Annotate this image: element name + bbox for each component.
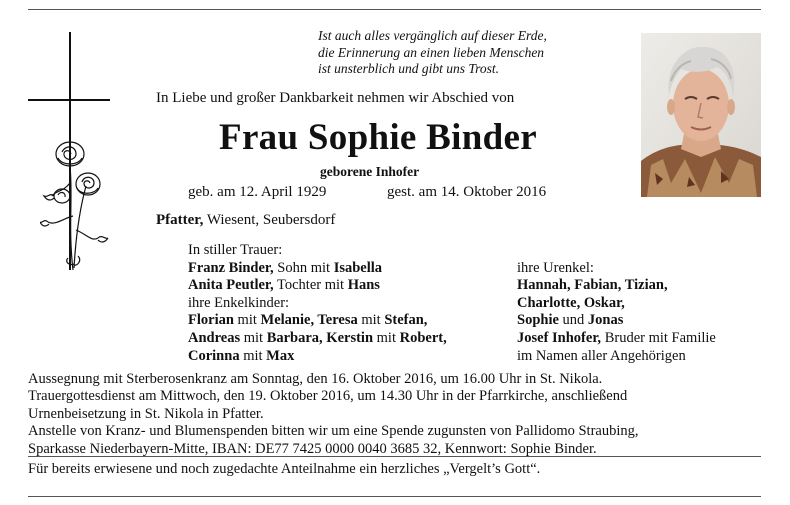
place-others: Wiesent, Seubersdorf [203,212,336,228]
mourner-line: Anita Peutler, Tochter mit Hans [188,277,380,294]
mourner-line: Florian mit Melanie, Teresa mit Stefan, [188,312,428,329]
top-rule [28,9,761,10]
mourners-heading: In stiller Trauer: [188,242,283,258]
poem [318,28,547,78]
closing-text: Für bereits erwiesene und noch zugedachte Anteilnahme ein herzliches „Vergelt’s Gott“. [28,461,541,477]
place-main: Pfatter, [156,212,204,228]
portrait-photo [641,33,761,197]
mourner-line: Franz Binder, Sohn mit Isabella [188,259,383,276]
mourner-line: Hannah, Fabian, Tizian, [517,277,668,294]
details-line: Trauergottesdienst am Mittwoch, den 19. Oktober 2016, um 14.30 Uhr in der Pfarrkirche, anschließend [28,388,628,405]
mourner-line: Andreas mit Barbara, Kerstin mit Robert, [188,329,447,346]
mourner-line: Sophie und Jonas [517,312,624,329]
service-details [28,371,768,458]
death-date: gest. am 14. Oktober 2016 [387,184,547,200]
places [156,212,335,229]
details-line: Anstelle von Kranz- und Blumenspenden bitten wir um eine Spende zugunsten von Pallidomo Straubing, [28,423,639,440]
mourner-line: Corinna mit Max [188,347,295,364]
portrait-image [641,33,761,197]
intro-text: In Liebe und großer Dankbarkeit nehmen wir Abschied von [156,90,515,106]
mourner-line: im Namen aller Angehörigen [517,347,686,364]
birth-date: geb. am 12. April 1929 [188,184,327,200]
mourners-right [517,260,716,366]
deceased-name-text: Frau Sophie Binder [219,117,537,158]
details-line: Urnenbeisetzung in St. Nikola in Pfatter. [28,405,264,422]
mourner-line: ihre Urenkel: [517,259,594,276]
mourner-line: Josef Inhofer, Bruder mit Familie [517,329,716,346]
poem-line: Ist auch alles vergänglich auf dieser Erde, [318,28,547,43]
poem-line: die Erinnerung an einen lieben Menschen [318,44,545,60]
mourner-line: ihre Enkelkinder: [188,294,290,311]
poem-line: ist unsterblich und gibt uns Trost. [318,61,500,76]
details-line: Sparkasse Niederbayern-Mitte, IBAN: DE77 7425 0000 0040 3685 32, Kennwort: Sophie Binder. [28,440,597,457]
mourner-line: Charlotte, Oskar, [517,294,625,311]
mourners-left [188,242,447,365]
bottom-rule [28,496,761,497]
maiden-name: geborene Inhofer [320,164,420,179]
details-line: Aussegnung mit Sterberosenkranz am Sonntag, den 16. Oktober 2016, um 16.00 Uhr in St. Nikola. [28,371,603,387]
divider-rule [28,456,761,457]
